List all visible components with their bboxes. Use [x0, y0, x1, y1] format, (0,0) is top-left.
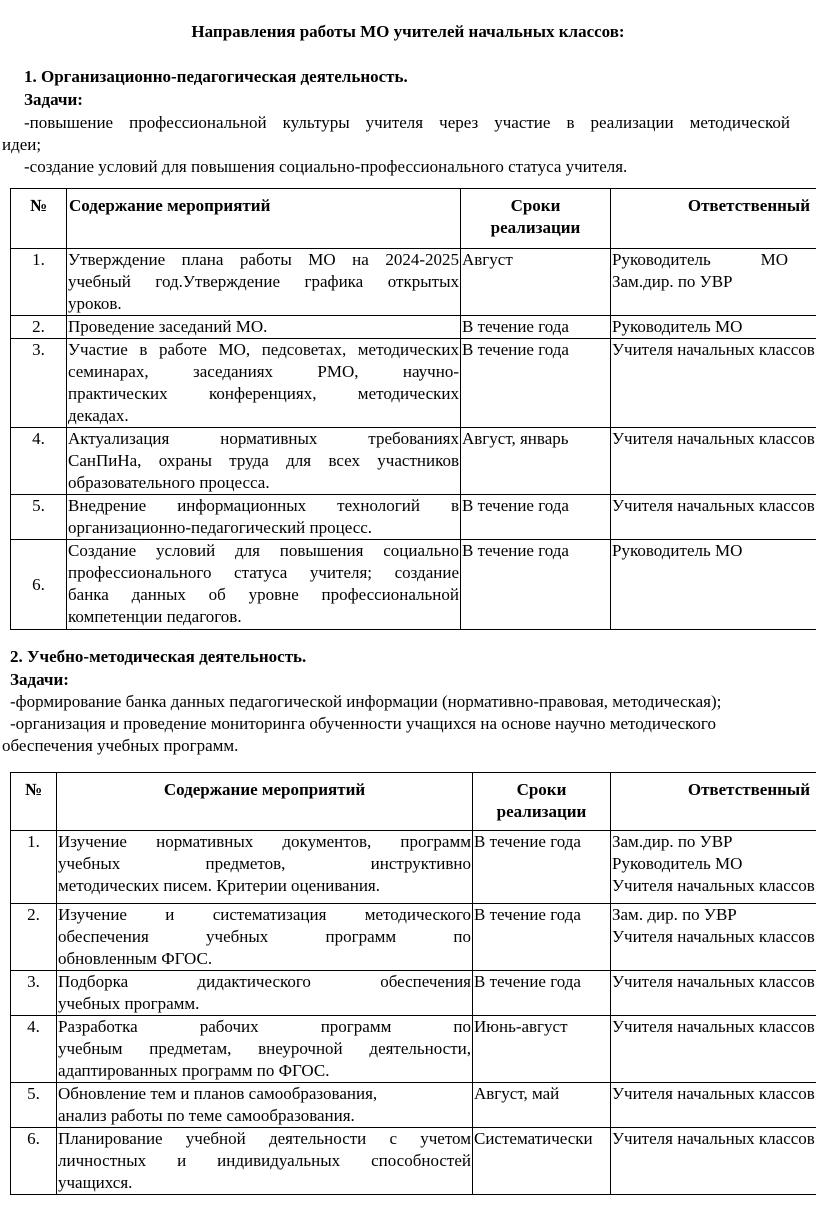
- row-deadline: В течение года: [461, 540, 611, 630]
- row-content: [57, 971, 473, 1016]
- content-line: учебных предметов, инструктивно: [58, 854, 471, 873]
- section1-task1-line2: идеи;: [2, 135, 42, 154]
- row-content: [57, 1083, 473, 1128]
- row-content: [67, 249, 461, 316]
- content-line: компетенции педагогов.: [68, 607, 242, 626]
- row-responsible: [611, 339, 816, 428]
- responsible-line: Учителя начальных классов: [612, 496, 815, 515]
- header-num: №: [11, 189, 67, 249]
- section2-task1: -формирование банка данных педагогической информации (нормативно-правовая, методическая);: [10, 692, 722, 711]
- content-line: Утверждение плана работы МО на 2024-2025: [68, 250, 459, 269]
- page-title: Направления работы МО учителей начальных классов:: [191, 22, 625, 41]
- content-line: Создание условий для повышения социально: [68, 541, 459, 560]
- row-responsible: [611, 1083, 816, 1128]
- row-deadline: В течение года: [461, 339, 611, 428]
- row-content: [57, 1016, 473, 1083]
- content-line: уроков.: [68, 294, 122, 313]
- responsible-line: Учителя начальных классов: [612, 972, 815, 991]
- responsible-line: Учителя начальных классов: [612, 927, 815, 946]
- content-line: Актуализация нормативных требованиях: [68, 429, 459, 448]
- section1-tasks-label: Задачи:: [24, 90, 83, 109]
- row-num: 1.: [11, 831, 57, 904]
- content-line: адаптированных программ по ФГОС.: [58, 1061, 330, 1080]
- content-line: учебных программ.: [58, 994, 200, 1013]
- content-line: семинарах, заседаниях РМО, научно-: [68, 362, 459, 381]
- content-line: Участие в работе МО, педсоветах, методических: [68, 340, 459, 359]
- content-line: обеспечения учебных программ по: [58, 927, 471, 946]
- row-num: 5.: [11, 495, 67, 540]
- row-deadline: В течение года: [461, 495, 611, 540]
- header-content: Содержание мероприятий: [67, 189, 461, 249]
- row-num: 1.: [11, 249, 67, 316]
- row-content: [57, 831, 473, 904]
- row-num: 5.: [11, 1083, 57, 1128]
- row-responsible: [611, 495, 816, 540]
- content-line: Разработка рабочих программ по: [58, 1017, 471, 1036]
- section2-task2-line1: -организация и проведение мониторинга обученности учащихся на основе научно методического: [10, 714, 716, 733]
- section2-heading: 2. Учебно-методическая деятельность.: [10, 647, 307, 666]
- row-deadline: Август, январь: [461, 428, 611, 495]
- row-deadline: Июнь-август: [473, 1016, 611, 1083]
- table-row: [11, 428, 816, 495]
- table-row: [11, 495, 816, 540]
- content-line: учащихся.: [58, 1173, 133, 1192]
- content-line: банка данных об уровне профессиональной: [68, 585, 459, 604]
- content-line: образовательного процесса.: [68, 473, 270, 492]
- row-responsible: [611, 540, 816, 630]
- row-deadline: Август, май: [473, 1083, 611, 1128]
- content-line: учебным предметам, внеурочной деятельности,: [58, 1039, 471, 1058]
- header-responsible: Ответственный: [611, 189, 816, 249]
- responsible-line: Учителя начальных классов: [612, 429, 815, 448]
- row-content: [57, 1128, 473, 1195]
- table-row: [11, 1016, 816, 1083]
- section1-task2: -создание условий для повышения социально-профессионального статуса учителя.: [24, 157, 628, 176]
- row-deadline: Систематически: [473, 1128, 611, 1195]
- content-line: Подборка дидактического обеспечения: [58, 972, 471, 991]
- table-row: [11, 971, 816, 1016]
- table-row: [11, 249, 816, 316]
- table-header-row: [11, 773, 816, 831]
- row-deadline: В течение года: [473, 904, 611, 971]
- row-responsible: [611, 904, 816, 971]
- row-num: 3.: [11, 971, 57, 1016]
- content-line: профессионального статуса учителя; создание: [68, 563, 459, 582]
- responsible-line: Руководитель МО: [612, 854, 743, 873]
- header-deadline-line2: реализации: [490, 218, 581, 237]
- row-content: [67, 540, 461, 630]
- row-num: 6.: [11, 1128, 57, 1195]
- table-row: [11, 831, 816, 904]
- content-line: Изучение и систематизация методического: [58, 905, 471, 924]
- content-line: Обновление тем и планов самообразования,: [58, 1084, 378, 1103]
- responsible-line: Учителя начальных классов: [612, 340, 815, 359]
- responsible-line: Зам.дир. по УВР: [612, 272, 733, 291]
- section1-heading: 1. Организационно-педагогическая деятельность.: [24, 67, 408, 86]
- row-num: 3.: [11, 339, 67, 428]
- row-num: 2.: [11, 904, 57, 971]
- responsible-line: Руководитель МО: [612, 317, 743, 336]
- table-row: [11, 904, 816, 971]
- responsible-line: Руководитель МО: [612, 250, 788, 269]
- header-content: Содержание мероприятий: [57, 773, 473, 831]
- row-deadline: В течение года: [461, 316, 611, 339]
- responsible-line: Зам. дир. по УВР: [612, 905, 737, 924]
- content-line: СанПиНа, охраны труда для всех участников: [68, 451, 459, 470]
- table-row: [11, 1083, 816, 1128]
- content-line: личностных и индивидуальных способностей: [58, 1151, 471, 1170]
- section1-table: [10, 188, 816, 630]
- row-num: 2.: [11, 316, 67, 339]
- responsible-line: Зам.дир. по УВР: [612, 832, 733, 851]
- content-line: методических писем. Критерии оценивания.: [58, 876, 380, 895]
- table-row: [11, 316, 816, 339]
- row-deadline: Август: [461, 249, 611, 316]
- header-responsible: Ответственный: [611, 773, 816, 831]
- section2-tasks-label: Задачи:: [10, 670, 69, 689]
- content-line: учебный год.Утверждение графика открытых: [68, 272, 459, 291]
- row-responsible: [611, 316, 816, 339]
- content-line: Планирование учебной деятельности с учетом: [58, 1129, 471, 1148]
- row-num: 4.: [11, 428, 67, 495]
- content-line: декадах.: [68, 406, 129, 425]
- row-deadline: В течение года: [473, 831, 611, 904]
- row-responsible: [611, 1016, 816, 1083]
- header-num: №: [11, 773, 57, 831]
- row-num: 6.: [11, 540, 67, 630]
- row-content: [57, 904, 473, 971]
- table-row: [11, 540, 816, 630]
- row-responsible: [611, 971, 816, 1016]
- header-deadline-line1: Сроки: [516, 780, 567, 799]
- responsible-line: Руководитель МО: [612, 541, 743, 560]
- responsible-line: Учителя начальных классов: [612, 1129, 815, 1148]
- content-line: Проведение заседаний МО.: [68, 317, 268, 336]
- responsible-line: Учителя начальных классов: [612, 876, 815, 895]
- responsible-line: Учителя начальных классов: [612, 1084, 815, 1103]
- row-content: [67, 495, 461, 540]
- section2-table: [10, 772, 816, 1195]
- section1-task1-line1: -повышение профессиональной культуры учителя через участие в реализации методической: [24, 113, 790, 132]
- content-line: обновленным ФГОС.: [58, 949, 213, 968]
- row-content: [67, 339, 461, 428]
- row-deadline: В течение года: [473, 971, 611, 1016]
- table-row: [11, 339, 816, 428]
- row-responsible: [611, 1128, 816, 1195]
- header-deadline-line1: Сроки: [510, 196, 561, 215]
- content-line: Внедрение информационных технологий в: [68, 496, 459, 515]
- header-deadline: [473, 773, 611, 831]
- responsible-line: Учителя начальных классов: [612, 1017, 815, 1036]
- content-line: анализ работы по теме самообразования.: [58, 1106, 355, 1125]
- row-content: [67, 316, 461, 339]
- row-responsible: [611, 249, 816, 316]
- content-line: организационно-педагогический процесс.: [68, 518, 373, 537]
- table-row: [11, 1128, 816, 1195]
- row-responsible: [611, 831, 816, 904]
- row-content: [67, 428, 461, 495]
- content-line: практических конференциях, методических: [68, 384, 459, 403]
- content-line: Изучение нормативных документов, программ: [58, 832, 471, 851]
- row-num: 4.: [11, 1016, 57, 1083]
- header-deadline: [461, 189, 611, 249]
- table-header-row: [11, 189, 816, 249]
- section2-task2-line2: обеспечения учебных программ.: [2, 736, 239, 755]
- row-responsible: [611, 428, 816, 495]
- header-deadline-line2: реализации: [496, 802, 587, 821]
